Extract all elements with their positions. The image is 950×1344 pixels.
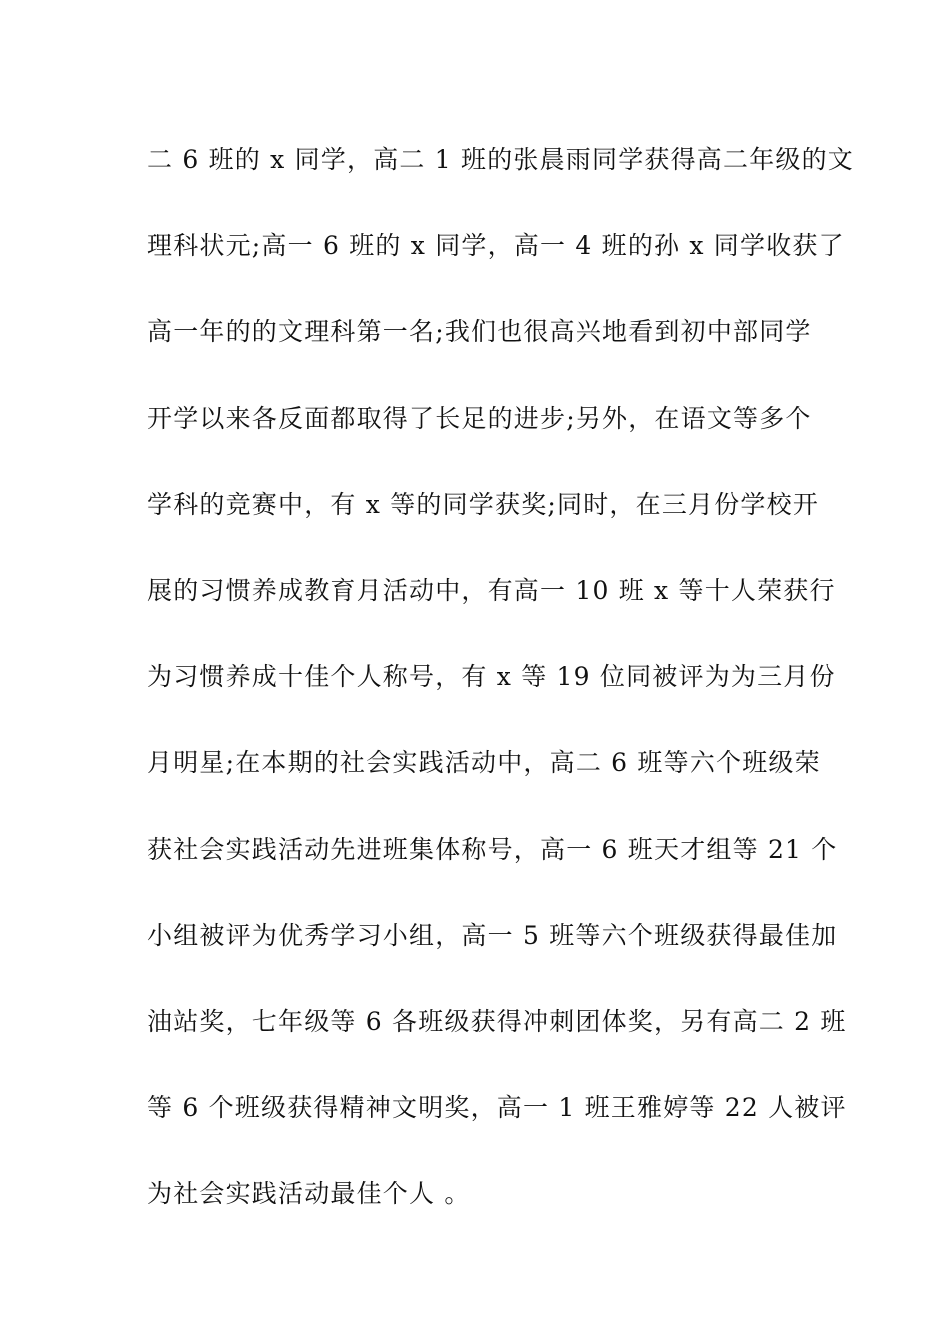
- text-line-9: 获社会实践活动先进班集体称号，高一 6 班天才组等 21 个: [147, 834, 838, 864]
- text-line-4: 开学以来各反面都取得了长足的进步;另外，在语文等多个: [147, 403, 812, 433]
- text-line-12: 等 6 个班级获得精神文明奖，高一 1 班王雅婷等 22 人被评: [147, 1093, 847, 1123]
- text-line-6: 展的习惯养成教育月活动中，有高一 10 班 x 等十人荣获行: [147, 575, 836, 605]
- text-line-8: 月明星;在本期的社会实践活动中，高二 6 班等六个班级荣: [147, 748, 821, 778]
- text-line-1: 二 6 班的 x 同学，高二 1 班的张晨雨同学获得高二年级的文: [147, 145, 854, 174]
- text-line-11: 油站奖，七年级等 6 各班级获得冲刺团体奖，另有高二 2 班: [147, 1006, 847, 1036]
- text-line-13: 为社会实践活动最佳个人 。: [147, 1179, 471, 1209]
- text-line-2: 理科状元;高一 6 班的 x 同学，高一 4 班的孙 x 同学收获了: [147, 231, 845, 261]
- body-paragraph: [147, 132, 854, 1252]
- text-line-7: 为习惯养成十佳个人称号，有 x 等 19 位同被评为为三月份: [147, 662, 836, 692]
- text-line-10: 小组被评为优秀学习小组，高一 5 班等六个班级获得最佳加: [147, 920, 838, 950]
- text-line-5: 学科的竞赛中，有 x 等的同学获奖;同时，在三月份学校开: [147, 489, 820, 519]
- text-line-3: 高一年的的文理科第一名;我们也很高兴地看到初中部同学: [147, 317, 812, 347]
